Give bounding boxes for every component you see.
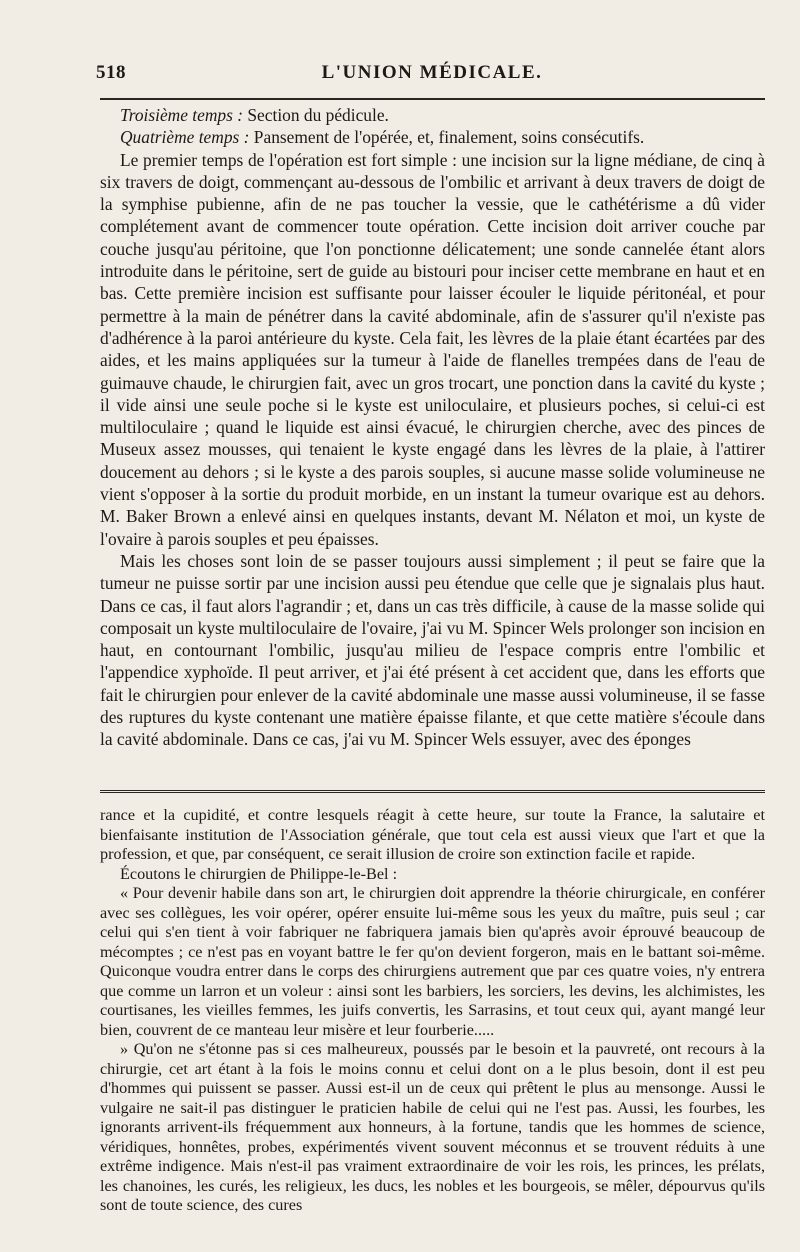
paragraph: Écoutons le chirurgien de Philippe-le-Bel : [120,864,398,883]
step-label: Troisième temps : [120,105,244,125]
paragraph: Mais les choses sont loin de se passer toujours aussi simplement ; il peut se faire que la tumeur ne puisse sortir par une incision aussi peu étendue que celle que je signalais plus haut. Dans ce cas, il faut alors l'agrandir ; et, dans un cas très difficile, à cause de la masse solide qui composait un kyste multiloculaire de l'ovaire, j'ai vu M. Spincer Wels prolonger son incision en haut, en contournant l'ombilic, jusqu'au milieu de l'espace compris entre l'ombilic et l'appendice xyphoïde. Il peut arriver, et j'ai été présent à cet accident que, dans les efforts que fait le chirurgien pour enlever de la cavité abdominale une masse aussi volumineuse, il se fasse des ruptures du kyste contenant une matière épaisse filante, et que cette matière s'écoule dans la cavité abdominale. Dans ce cas, j'ai vu M. Spincer Wels essuyer, avec des éponges [100,550,765,750]
step-text: Pansement de l'opérée, et, finalement, soins consécutifs. [253,127,645,148]
page-header [96,62,768,90]
journal-title: L'UNION MÉDICALE. [321,62,543,83]
quote-paragraph: » Qu'on ne s'étonne pas si ces malheureux, poussés par le besoin et la pauvreté, ont recours à la chirurgie, cet art étant à la fois le moins connu et celui dont on a le plus besoin, dont il est peu d'hommes qui puissent se passer. Aussi est-il un de ceux qui prêtent le plus au mensonge. Aussi le vulgaire ne sait-il pas distinguer le praticien habile de celui qui ne l'est pas. Aussi, les fourbes, les ignorants arrivent-ils fréquemment aux honneurs, à la fortune, tandis que les hommes de science, véridiques, honnêtes, probes, expérimentés vivent souvent méconnus et se trouvent réduits à une extrême indigence. Mais n'est-il pas vraiment extraordinaire de voir les rois, les princes, les prélats, les chanoines, les curés, les religieux, les ducs, les nobles et les bourgeois, se mêler, dépourvus qu'ils sont de toute science, des cures [100,1040,765,1214]
paragraph-quatrieme-temps [100,126,765,148]
article-body [100,104,765,751]
paragraph: Le premier temps de l'opération est fort simple : une incision sur la ligne médiane, de cinq à six travers de doigt, commençant au-dessous de l'ombilic et arrivant à deux travers de doigt de la symphise pubienne, afin de ne pas toucher la vessie, que le cathétérisme a dû vider complétement avant de commencer toute opération. Cette incision doit arriver couche par couche jusqu'au péritoine, que l'on ponctionne délicatement; une sonde cannelée étant alors introduite dans le péritoine, sert de guide au bistouri pour inciser cette membrane en haut et en bas. Cette première incision est suffisante pour laisser écouler le liquide péritonéal, et pour permettre à la main de pénétrer dans la cavité abdominale, afin de s'assurer qu'il n'existe pas d'adhérence à la paroi antérieure du kyste. Cela fait, les lèvres de la plaie étant écartées par des aides, et les mains appliquées sur la tumeur à l'aide de flanelles trempées dans de l'eau de guimauve chaude, le chirurgien fait, avec un gros trocart, une ponction dans la cavité du kyste ; il vide ainsi une seule poche si le kyste est uniloculaire, et plusieurs poches, si celui-ci est multiloculaire ; quand le liquide est ainsi évacué, le chirurgien cherche, avec des pinces de Museux assez mousses, qui tenaient le kyste engagé dans les lèvres de la plaie, à l'attirer doucement au dehors ; si le kyste a des parois souples, si aucune masse solide volumineuse ne vient s'opposer à la sortie du produit morbide, en un instant la tumeur ovarique est au dehors. M. Baker Brown a enlevé ainsi en quelques instants, devant M. Nélaton et moi, un kyste de l'ovaire à parois souples et peu épaisses. [100,149,765,549]
paragraph: rance et la cupidité, et contre lesquels réagit à cette heure, sur toute la France, la salutaire et bienfaisante institution de l'Association générale, que tout cela est aussi vieux que l'art et que la profession, et que, par conséquent, ce serait illusion de croire son extinction facile et rapide. [100,806,765,863]
feuilleton-body [100,806,765,1216]
feuilleton-divider [100,790,765,795]
header-rule [100,98,765,100]
step-label: Quatrième temps : [120,127,250,148]
quote-paragraph: « Pour devenir habile dans son art, le chirurgien doit apprendre la théorie chirurgicale, en conférer avec ses collègues, les voir opérer, opérer ensuite lui-même sous les yeux du maître, puis seul ; car celui qui s'en tient à voir fabriquer ne fabriquera jamais bien qu'après avoir éprouvé beaucoup de mécomptes ; ce n'est pas en voyant battre le fer qu'on devient forgeron, mais en le battant soi-même. Quiconque voudra entrer dans le corps des chirurgiens autrement que par ces quatre voies, n'y entrera que comme un larron et un voleur : ainsi sont les barbiers, les sorciers, les devins, les alchimistes, les courtisanes, les vieilles femmes, les juifs convertis, les Sarrasins, et tout ceux qui, ayant mangé leur bien, couvrent de ce manteau leur misère et leur fourberie..... [100,884,765,1039]
step-text: Section du pédicule. [247,105,389,125]
paragraph-troisieme-temps [100,104,765,126]
page-number: 518 [96,62,126,83]
